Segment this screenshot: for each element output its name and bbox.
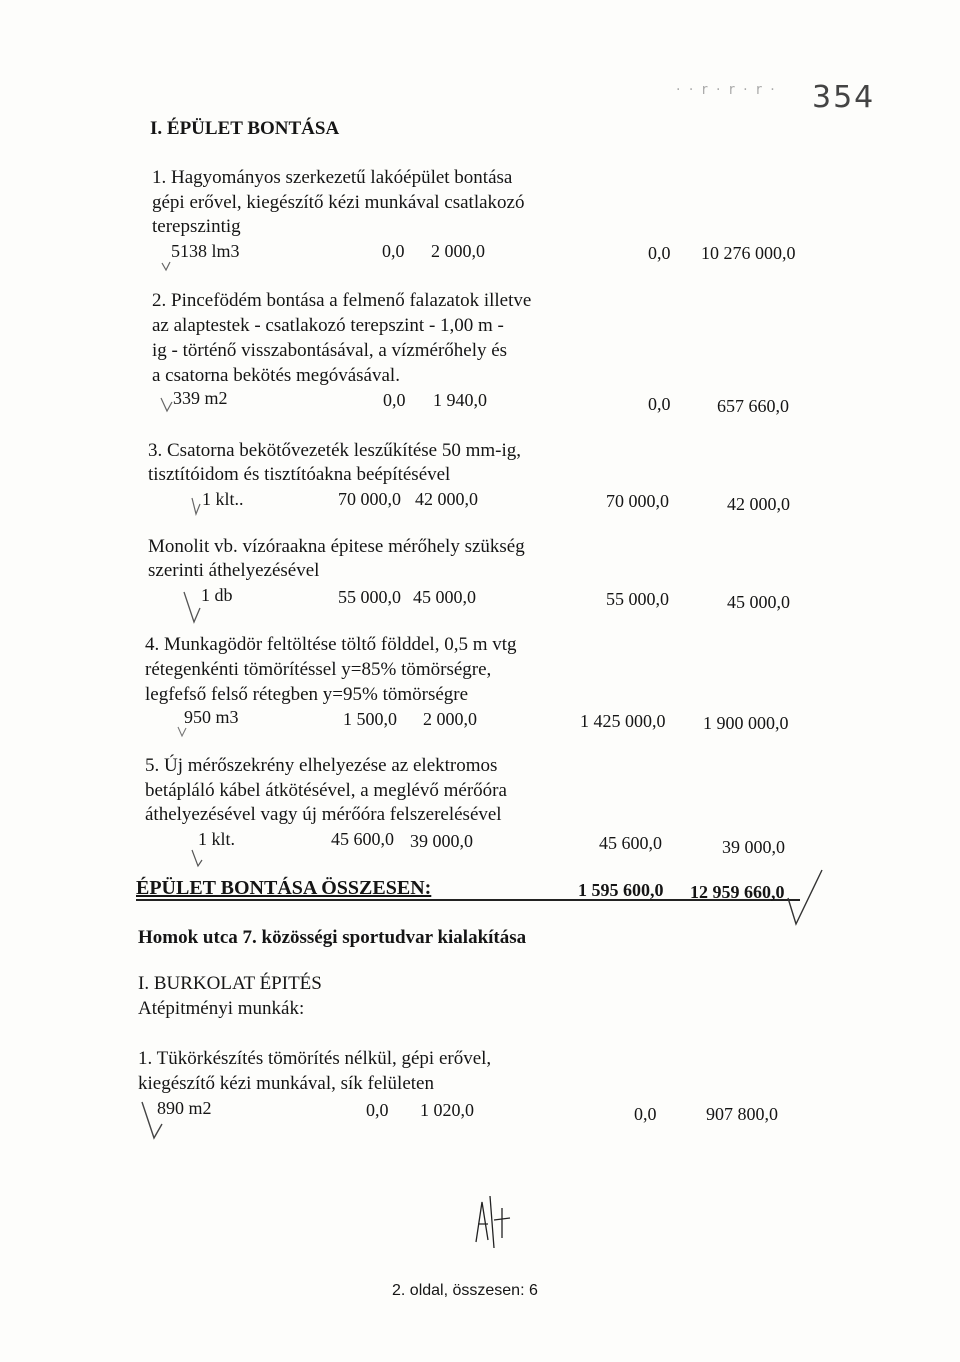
item-2-col-4: 657 660,0 xyxy=(717,396,789,416)
item-4-quantity: 950 m3 xyxy=(184,707,239,727)
item-5-col-2: 39 000,0 xyxy=(410,831,473,851)
item-5-line-1: 5. Új mérőszekrény elhelyezése az elektromos xyxy=(145,755,498,776)
checkmark-icon xyxy=(778,868,828,933)
item-1-line-3: terepszintig xyxy=(152,216,241,237)
item-1-col-1: 0,0 xyxy=(382,241,405,261)
item-4-line-2: rétegenkénti tömörítéssel y=85% tömörségre, xyxy=(145,659,492,680)
item-1-line-2: gépi erővel, kiegészítő kézi munkával csatlakozó xyxy=(152,192,525,213)
item-3-col-2: 42 000,0 xyxy=(415,489,478,509)
item-3-line-1: 3. Csatorna bekötővezeték leszűkítése 50 mm-ig, xyxy=(148,440,522,461)
item-1-quantity: 5138 lm3 xyxy=(171,241,240,261)
project-title: Homok utca 7. közösségi sportudvar kialakítása xyxy=(138,927,527,948)
signature xyxy=(468,1190,518,1255)
page-number-stamp: 354 xyxy=(812,80,876,115)
item-5-col-3: 45 600,0 xyxy=(599,833,662,853)
item-monolit-col-2: 45 000,0 xyxy=(413,587,476,607)
item-b1-col-4: 907 800,0 xyxy=(706,1104,778,1124)
checkmark-icon xyxy=(182,590,204,631)
item-monolit-line-1: Monolit vb. vízóraakna épitese mérőhely szükség xyxy=(148,536,525,557)
checkmark-icon xyxy=(190,492,204,523)
item-1-col-3: 0,0 xyxy=(648,243,671,263)
item-3-quantity: 1 klt.. xyxy=(202,489,244,509)
item-5-line-2: betápláló kábel átkötésével, a meglévő mérőóra xyxy=(145,780,507,801)
item-3-col-4: 42 000,0 xyxy=(727,494,790,514)
item-5-col-4: 39 000,0 xyxy=(722,837,785,857)
item-monolit-col-3: 55 000,0 xyxy=(606,589,669,609)
section-title: I. ÉPÜLET BONTÁSA xyxy=(150,118,340,139)
item-4-col-4: 1 900 000,0 xyxy=(703,713,789,733)
item-2-line-2: az alaptestek - csatlakozó terepszint - 1,00 m - xyxy=(152,315,504,336)
item-4-col-3: 1 425 000,0 xyxy=(580,711,666,731)
faint-marks: · · r · r · r · xyxy=(676,82,777,98)
item-3-col-1: 70 000,0 xyxy=(338,489,401,509)
item-5-quantity: 1 klt. xyxy=(198,829,236,849)
item-b1-col-2: 1 020,0 xyxy=(420,1100,474,1120)
item-monolit-quantity: 1 db xyxy=(201,585,233,605)
item-2-col-1: 0,0 xyxy=(383,390,406,410)
item-2-col-3: 0,0 xyxy=(648,394,671,414)
summary-col-4: 12 959 660,0 xyxy=(690,882,785,902)
summary-col-3: 1 595 600,0 xyxy=(578,880,664,900)
item-2-quantity: 339 m2 xyxy=(173,388,228,408)
item-2-line-4: a csatorna bekötés megóvásával. xyxy=(152,365,400,386)
item-4-col-1: 1 500,0 xyxy=(343,709,397,729)
item-1-col-2: 2 000,0 xyxy=(431,241,485,261)
checkmark-icon xyxy=(160,396,176,419)
item-b1-line-1: 1. Tükörkészítés tömörítés nélkül, gépi erővel, xyxy=(138,1048,492,1069)
item-5-line-3: áthelyezésével vagy új mérőóra felszerelésével xyxy=(145,804,502,825)
page-footer: 2. oldal, összesen: 6 xyxy=(392,1282,538,1299)
item-1-col-4: 10 276 000,0 xyxy=(701,243,796,263)
item-5-col-1: 45 600,0 xyxy=(331,829,394,849)
item-1-line-1: 1. Hagyományos szerkezetű lakóépület bontása xyxy=(152,167,513,188)
item-3-line-2: tisztítóidom és tisztítóakna beépítésével xyxy=(148,464,451,485)
item-b1-col-3: 0,0 xyxy=(634,1104,657,1124)
item-monolit-col-4: 45 000,0 xyxy=(727,592,790,612)
checkmark-icon xyxy=(176,724,190,743)
item-3-col-3: 70 000,0 xyxy=(606,491,669,511)
item-4-col-2: 2 000,0 xyxy=(423,709,477,729)
section-2-subtitle: Atépitményi munkák: xyxy=(138,998,305,1019)
checkmark-icon xyxy=(190,848,204,875)
checkmark-icon xyxy=(140,1100,166,1147)
summary-label: ÉPÜLET BONTÁSA ÖSSZESEN: xyxy=(136,877,432,899)
item-2-line-3: ig - történő visszabontásával, a vízmérőhely és xyxy=(152,340,508,361)
item-b1-quantity: 890 m2 xyxy=(157,1098,212,1118)
item-2-line-1: 2. Pincefödém bontása a felmenő falazatok illetve xyxy=(152,290,532,311)
item-4-line-1: 4. Munkagödör feltöltése töltő földdel, 0,5 m vtg xyxy=(145,634,517,655)
item-4-line-3: legfefső felső rétegben y=95% tömörségre xyxy=(145,684,469,705)
item-b1-line-2: kiegészítő kézi munkával, sík felületen xyxy=(138,1073,434,1094)
item-2-col-2: 1 940,0 xyxy=(433,390,487,410)
section-2-title: I. BURKOLAT ÉPITÉS xyxy=(138,973,322,994)
checkmark-icon xyxy=(160,260,174,278)
item-monolit-col-1: 55 000,0 xyxy=(338,587,401,607)
item-monolit-line-2: szerinti áthelyezésével xyxy=(148,560,320,581)
item-b1-col-1: 0,0 xyxy=(366,1100,389,1120)
